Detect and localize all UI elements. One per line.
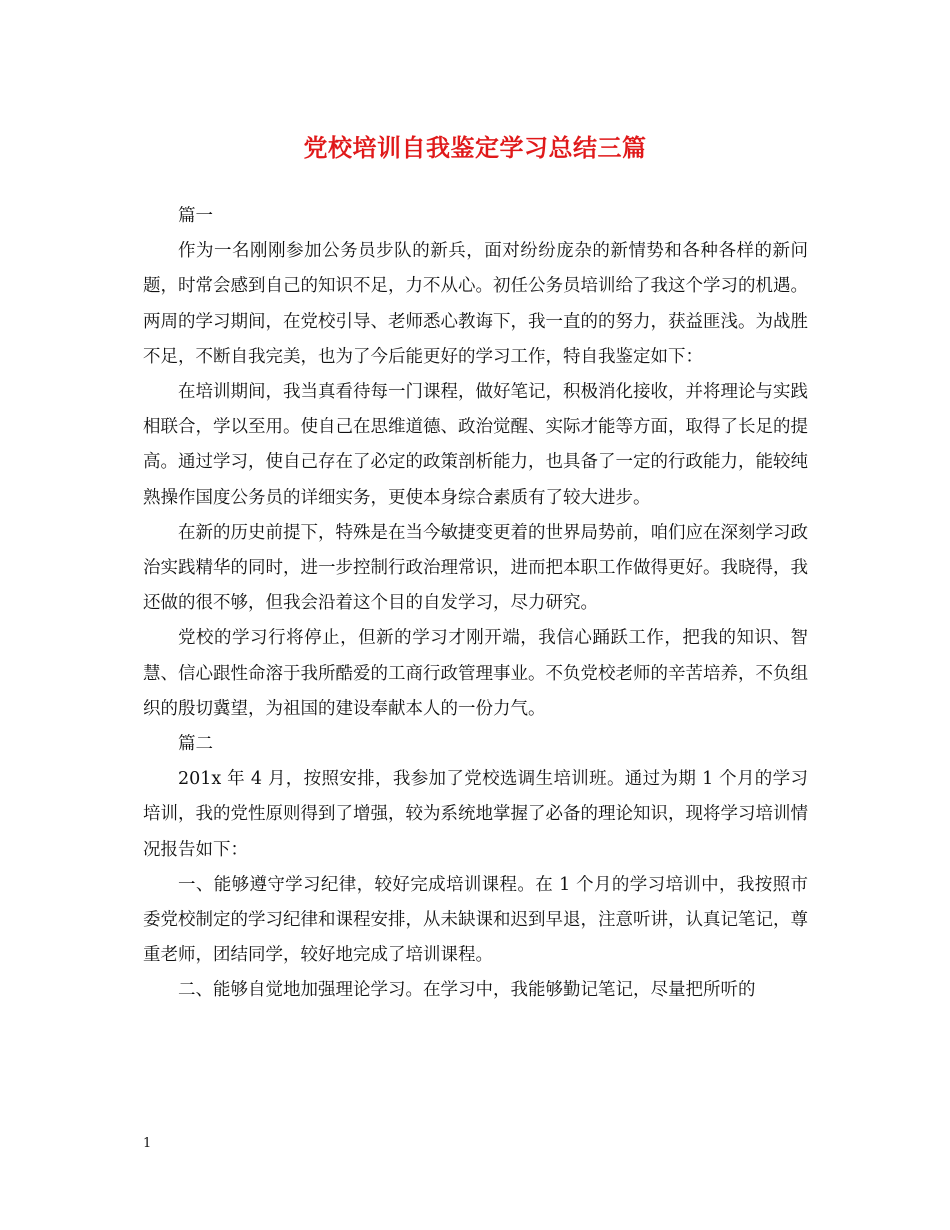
paragraph: 作为一名刚刚参加公务员步队的新兵，面对纷纷庞杂的新情势和各种各样的新问题，时常会感到自己的知识不足，力不从心。初任公务员培训给了我这个学习的机遇。两周的学习期间，在党校引导、老师悉心教诲下，我一直的的努力，获益匪浅。为战胜不足，不断自我完美，也为了今后能更好的学习工作，特自我鉴定如下： <box>143 241 808 367</box>
paragraph-section-heading: 篇二 <box>178 734 213 755</box>
paragraph: 在新的历史前提下，特殊是在当今敏捷变更着的世界局势前，咱们应在深刻学习政治实践精华的同时，进一步控制行政治理常识，进而把本职工作做得更好。我晓得，我还做的很不够，但我会沿着这个目的自发学习，尽力研究。 <box>143 522 808 614</box>
paragraph: 一、能够遵守学习纪律，较好完成培训课程。在 1 个月的学习培训中，我按照市委党校制定的学习纪律和课程安排，从未缺课和迟到早退，注意听讲，认真记笔记，尊重老师，团结同学，较好地完成了培训课程。 <box>143 874 808 966</box>
paragraph: 二、能够自觉地加强理论学习。在学习中，我能够勤记笔记，尽量把所听的 <box>178 980 756 1001</box>
paragraph: 在培训期间，我当真看待每一门课程，做好笔记，积极消化接收，并将理论与实践相联合，学以至用。使自己在思维道德、政治觉醒、实际才能等方面，取得了长足的提高。通过学习，使自己存在了必定的政策剖析能力，也具备了一定的行政能力，能较纯熟操作国度公务员的详细实务，更使本身综合素质有了较大进步。 <box>143 382 808 508</box>
document-body <box>143 199 808 1009</box>
paragraph-section-heading: 篇一 <box>178 206 213 226</box>
paragraph: 党校的学习行将停止，但新的学习才刚开端，我信心踊跃工作，把我的知识、智慧、信心跟性命溶于我所酷爱的工商行政管理事业。不负党校老师的辛苦培养，不负组织的殷切冀望，为祖国的建设奉献本人的一份力气。 <box>143 628 808 719</box>
document-title: 党校培训自我鉴定学习总结三篇 <box>303 133 647 162</box>
paragraph: 201x 年 4 月，按照安排，我参加了党校选调生培训班。通过为期 1 个月的学习培训，我的党性原则得到了增强，较为系统地掌握了必备的理论知识，现将学习培训情况报告如下： <box>143 769 808 860</box>
page-number: 1 <box>143 1136 152 1151</box>
